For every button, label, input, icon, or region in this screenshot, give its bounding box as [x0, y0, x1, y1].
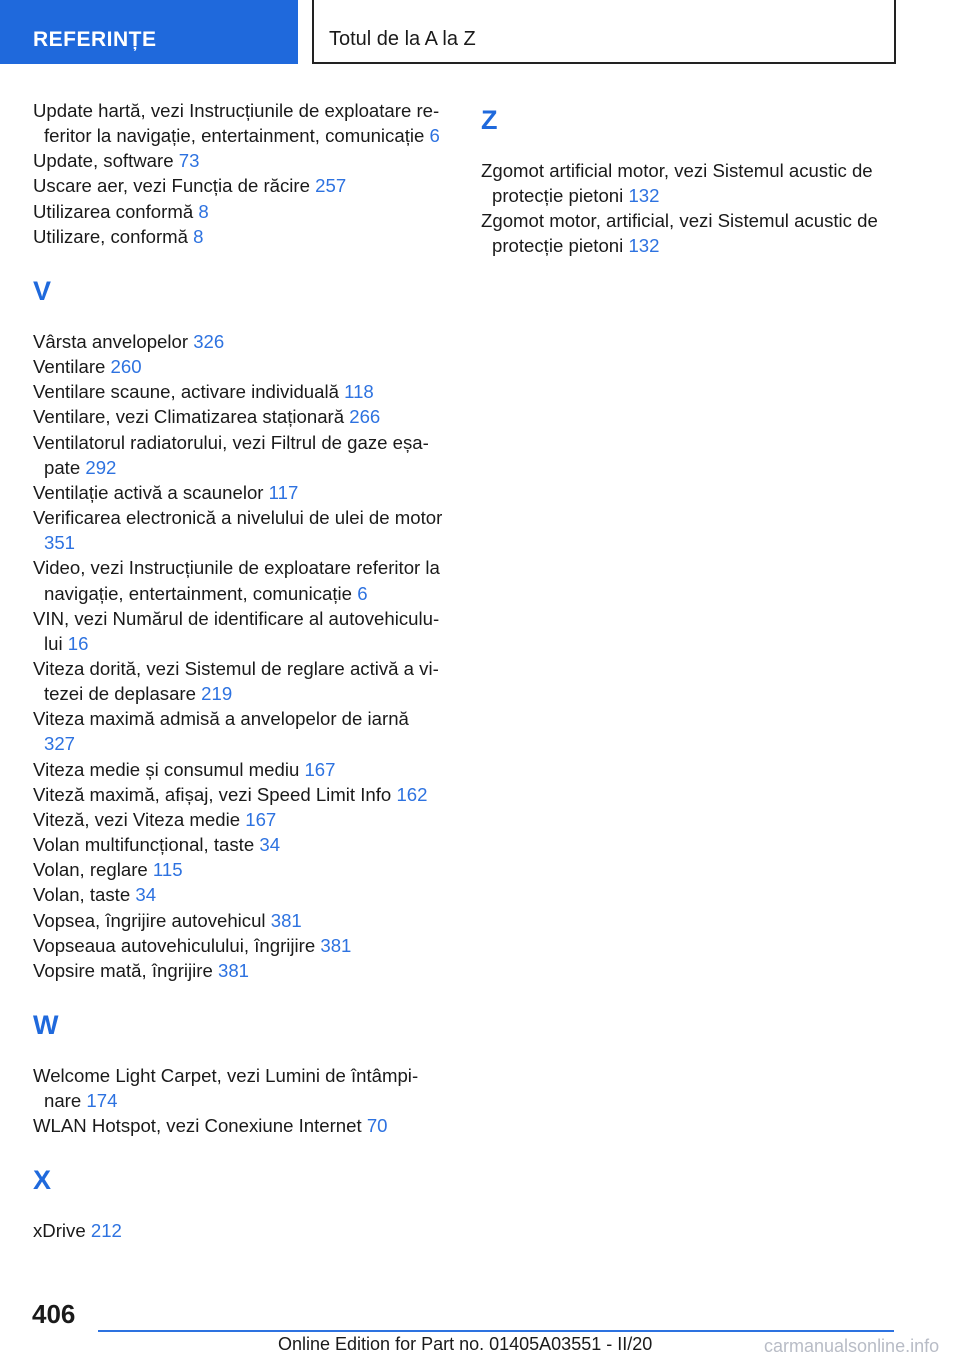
index-entry-text: Viteza dorită, vezi Sistemul de reglare activă a vitezei de deplasare [33, 657, 439, 705]
index-entry [33, 807, 445, 832]
index-entry [33, 857, 445, 882]
index-entry [33, 1218, 445, 1243]
page-reference-link[interactable]: 34 [135, 884, 157, 906]
index-entry [33, 555, 445, 605]
page-reference-link[interactable]: 266 [349, 406, 381, 428]
index-letter-heading: X [33, 1165, 52, 1196]
index-entry [33, 1063, 445, 1113]
page-reference-link[interactable]: 6 [357, 582, 368, 604]
index-entry-text: Ventilatorul radiatorului, vezi Filtrul de gaze eșapate [33, 431, 429, 478]
index-entry-text: Ventilație activă a scaunelor [33, 481, 264, 503]
page-reference-link[interactable]: 16 [67, 632, 89, 654]
index-entry-text: Uscare aer, vezi Funcția de răcire [33, 175, 310, 197]
index-entry [33, 173, 445, 198]
index-entry-text: Ventilare scaune, activare individuală [33, 381, 339, 403]
page-reference-link[interactable]: 117 [268, 481, 299, 503]
index-entry-text: Volan, taste [33, 884, 131, 906]
index-entry [33, 606, 445, 656]
index-column-right [481, 98, 893, 259]
page-reference-link[interactable]: 6 [429, 125, 440, 147]
page-reference-link[interactable]: 326 [193, 330, 225, 352]
index-entry [33, 354, 445, 379]
page-reference-link[interactable]: 381 [218, 959, 250, 981]
index-entry-text: Viteza maximă admisă a anvelopelor de iarnă [33, 708, 409, 730]
index-letter-heading: V [33, 275, 52, 306]
index-entry [33, 329, 445, 354]
index-entry [33, 958, 445, 983]
index-entry-text: Video, vezi Instrucțiunile de exploatare referitor la navigație, entertainment, comunicație [33, 557, 440, 604]
page-reference-link[interactable]: 167 [304, 758, 336, 780]
page-reference-link[interactable]: 162 [396, 783, 428, 805]
index-entry-text: Update, software [33, 150, 174, 172]
index-entry-text: Vopseaua autovehiculului, îngrijire [33, 934, 316, 956]
watermark: carmanualsonline.info [760, 1336, 943, 1357]
index-entry-text: Zgomot motor, artificial, vezi Sistemul acustic de protecție pietoni [481, 210, 878, 257]
index-entry-text: Volan multifuncțional, taste [33, 834, 255, 856]
page-reference-link[interactable]: 257 [315, 175, 347, 197]
index-entry [33, 224, 445, 249]
page-reference-link[interactable]: 260 [110, 356, 142, 378]
index-entry-text: Vopsea, îngrijire autovehicul [33, 909, 266, 931]
index-column-left [33, 98, 445, 1244]
index-entry-text: Utilizarea conformă [33, 200, 194, 222]
page-reference-link[interactable]: 351 [44, 532, 76, 554]
index-entry [481, 158, 893, 208]
page-reference-link[interactable]: 73 [178, 150, 200, 172]
index-entry-text: Vopsire mată, îngrijire [33, 959, 213, 981]
page-reference-link[interactable]: 132 [628, 185, 660, 207]
page-reference-link[interactable]: 212 [90, 1220, 122, 1242]
page-reference-link[interactable]: 115 [152, 859, 183, 881]
index-entry [33, 505, 445, 555]
footer-rule [98, 1330, 894, 1332]
index-entry [33, 480, 445, 505]
index-entry [33, 148, 445, 173]
edition-text: Online Edition for Part no. 01405A03551 - II/20 [278, 1334, 653, 1354]
index-entry-text: WLAN Hotspot, vezi Conexiune Internet [33, 1115, 362, 1137]
index-entry-text: Viteză maximă, afișaj, vezi Speed Limit Info [33, 783, 392, 805]
index-entry [33, 782, 445, 807]
section-tab: REFERINȚE [0, 0, 298, 64]
index-entry [33, 656, 445, 706]
page-reference-link[interactable]: 8 [198, 200, 209, 222]
index-entry [33, 404, 445, 429]
index-entry [33, 882, 445, 907]
page-reference-link[interactable]: 381 [320, 934, 352, 956]
index-entry-text: Viteza medie și consumul mediu [33, 758, 300, 780]
index-letter-heading: W [33, 1010, 59, 1040]
index-entry-text: Verificarea electronică a nivelului de ulei de motor [33, 507, 443, 529]
page-reference-link[interactable]: 381 [270, 909, 302, 931]
page-reference-link[interactable]: 70 [366, 1115, 388, 1137]
letter-spacer [33, 1045, 445, 1063]
index-entry [33, 379, 445, 404]
index-entry [33, 1113, 445, 1138]
index-entry-text: Zgomot artificial motor, vezi Sistemul acustic de protecție pietoni [481, 160, 873, 207]
index-entry-text: Welcome Light Carpet, vezi Lumini de întâmpinare [33, 1065, 419, 1112]
index-entry-text: Utilizare, conformă [33, 225, 188, 247]
chapter-title: Totul de la A la Z [312, 0, 896, 64]
index-entry [33, 199, 445, 224]
letter-spacer [33, 1200, 445, 1218]
index-entry [33, 933, 445, 958]
index-entry-text: Ventilare [33, 356, 106, 378]
page-number: 406 [32, 1299, 76, 1329]
page-reference-link[interactable]: 34 [259, 834, 281, 856]
page-reference-link[interactable]: 118 [344, 381, 374, 403]
page-reference-link[interactable]: 292 [85, 456, 117, 478]
index-entry [481, 208, 893, 258]
index-entry-text: Viteză, vezi Viteza medie [33, 808, 241, 830]
index-entry-text: xDrive [33, 1220, 86, 1242]
page-reference-link[interactable]: 8 [193, 225, 204, 247]
index-entry [33, 706, 445, 756]
index-entry [33, 832, 445, 857]
index-entry-text: Vârsta anvelopelor [33, 330, 189, 352]
letter-spacer [481, 140, 893, 158]
index-entry [33, 98, 445, 148]
page-reference-link[interactable]: 174 [86, 1090, 118, 1112]
index-entry-text: Update hartă, vezi Instrucțiunile de exploatare referitor la navigație, entertainment, comunicație [33, 100, 440, 147]
index-entry [33, 430, 445, 480]
page-reference-link[interactable]: 167 [245, 808, 277, 830]
index-entry [33, 757, 445, 782]
letter-spacer [33, 311, 445, 329]
index-entry-text: Volan, reglare [33, 859, 148, 881]
page-reference-link[interactable]: 219 [201, 683, 233, 705]
index-letter-heading: Z [481, 105, 498, 135]
index-entry-text: Ventilare, vezi Climatizarea staționară [33, 406, 345, 428]
page-reference-link[interactable]: 327 [44, 733, 76, 755]
index-entry [33, 908, 445, 933]
page-header [0, 0, 960, 66]
index-entry-text: VIN, vezi Numărul de identificare al autovehiculului [33, 607, 440, 654]
page-reference-link[interactable]: 132 [628, 235, 660, 257]
